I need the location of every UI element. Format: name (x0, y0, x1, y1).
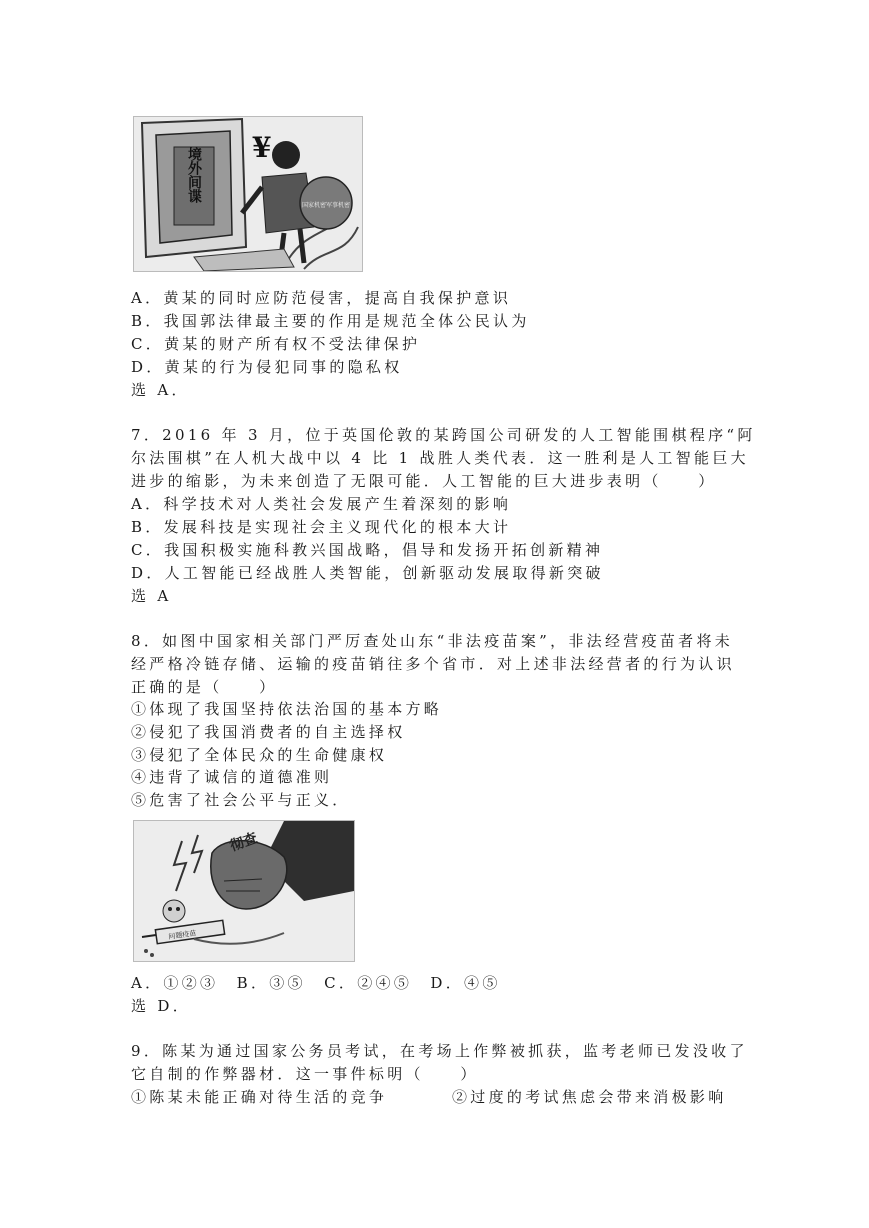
q6-option-a: A．黄某的同时应防范侵害，提高自我保护意识 (131, 289, 512, 307)
q7-stem-line-2: 尔法围棋”在人机大战中以 4 比 1 战胜人类代表．这一胜利是人工智能巨大 (131, 449, 749, 467)
q9-statement-2: ②过度的考试焦虑会带来消极影响 (452, 1088, 727, 1106)
q7-option-a: A．科学技术对人类社会发展产生着深刻的影响 (131, 495, 512, 513)
q6-option-b: B．我国郭法律最主要的作用是规范全体公民认为 (131, 312, 530, 330)
q8-stem-line-3: 正确的是（ ） (131, 678, 278, 696)
q8-stem-line-1: 8．如图中国家相关部门严厉查处山东“非法疫苗案”，非法经营疫苗者将未 (131, 632, 734, 650)
q8-statement-5: ⑤危害了社会公平与正义． (131, 791, 351, 809)
q9-stem-line-2: 它自制的作弊器材．这一事件标明（ ） (131, 1065, 479, 1083)
figure-spy-cartoon (133, 116, 363, 272)
vaccine-cartoon-illustration (134, 821, 354, 961)
q8-statement-1: ①体现了我国坚持依法治国的基本方略 (131, 700, 443, 718)
q9-stem-line-1: 9．陈某为通过国家公务员考试，在考场上作弊被抓获，监考老师已发没收了 (131, 1042, 748, 1060)
syringe-label: 问题疫苗 (167, 929, 197, 942)
q8-statement-2: ②侵犯了我国消费者的自主选择权 (131, 723, 406, 741)
q7-option-d: D．人工智能已经战胜人类智能，创新驱动发展取得新突破 (131, 564, 604, 582)
q9-statement-1: ①陈某未能正确对待生活的竞争 (131, 1088, 388, 1106)
q6-answer: 选 A． (131, 381, 190, 399)
q7-stem-line-3: 进步的缩影，为未来创造了无限可能．人工智能的巨大进步表明（ ） (131, 472, 717, 490)
q8-stem-line-2: 经严格冷链存储、运输的疫苗销往多个省市．对上述非法经营者的行为认识 (131, 655, 735, 673)
q8-statement-3: ③侵犯了全体民众的生命健康权 (131, 746, 388, 764)
q8-options: A．①②③ B．③⑤ C．②④⑤ D．④⑤ (131, 974, 501, 992)
screen-label: 境外间谍 (186, 147, 202, 203)
figure-vaccine-cartoon (133, 820, 355, 962)
q7-option-c: C．我国积极实施科教兴国战略，倡导和发扬开拓创新精神 (131, 541, 604, 559)
q7-option-b: B．发展科技是实现社会主义现代化的根本大计 (131, 518, 512, 536)
q8-statement-4: ④违背了诚信的道德准则 (131, 768, 333, 786)
yen-symbol: ¥ (252, 131, 272, 164)
q6-option-c: C．黄某的财产所有权不受法律保护 (131, 335, 421, 353)
q8-answer: 选 D． (131, 997, 191, 1015)
spy-cartoon-illustration (134, 117, 362, 271)
q7-stem-line-1: 7．2016 年 3 月，位于英国伦敦的某跨国公司研发的人工智能围棋程序“阿 (131, 426, 756, 444)
fist-label: 彻查 (227, 830, 260, 855)
q7-answer: 选 A (131, 587, 172, 605)
bag-label: 国家机密军事机密 (301, 202, 351, 209)
q6-option-d: D．黄某的行为侵犯同事的隐私权 (131, 358, 403, 376)
